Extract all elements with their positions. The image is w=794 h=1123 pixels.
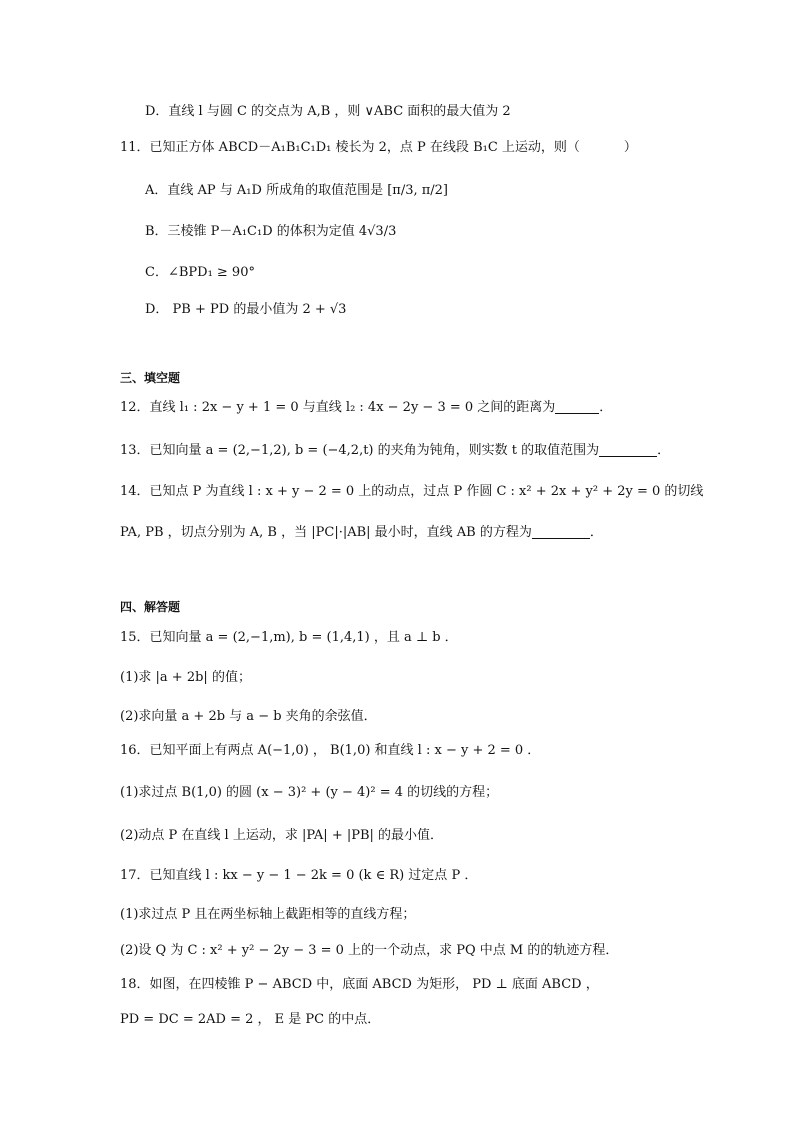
q11-option-c: C．∠BPD₁ ≥ 90° [145,265,255,280]
q14-line1: 14．已知点 P 为直线 l : x + y − 2 = 0 上的动点，过点 P 作圆 C : x² + 2x + y² + 2y = 0 的切线 [120,484,704,499]
q10-option-d: D．直线 l 与圆 C 的交点为 A,B ，则 ∨ABC 面积的最大值为 2 [145,104,511,119]
q14-line2-text: PA, PB ，切点分别为 A, B ，当 |PC|·|AB| 最小时，直线 AB 的方程为 [120,525,532,540]
q11-option-a: A．直线 AP 与 A₁D 所成角的取值范围是 [π/3, π/2] [145,183,449,198]
q14-end: ． [589,525,603,540]
q17: 17．已知直线 l : kx − y − 1 − 2k = 0 (k ∈ R) 过定点 P ． [120,868,478,883]
q11-option-d: D． PB + PD 的最小值为 2 + √3 [145,302,347,317]
q13-end: ． [657,443,671,458]
q12-blank [555,399,599,414]
q12-text: 12．直线 l₁ : 2x − y + 1 = 0 与直线 l₂ : 4x − 2y − 3 = 0 之间的距离为 [120,400,556,415]
q12-end: ． [599,400,613,415]
q15-part2: (2)求向量 a + 2b 与 a − b 夹角的余弦值． [120,709,377,724]
q13-blank [599,442,657,457]
q16: 16．已知平面上有两点 A(−1,0) ， B(1,0) 和直线 l : x − y + 2 = 0 ． [120,743,541,758]
q18-line1: 18．如图，在四棱锥 P − ABCD 中，底面 ABCD 为矩形， PD ⊥ 底面 ABCD ， [120,977,599,992]
q18-line2: PD = DC = 2AD = 2 ， E 是 PC 的中点． [120,1012,381,1027]
q17-part1: (1)求过点 P 且在两坐标轴上截距相等的直线方程； [120,907,416,922]
q11-option-b: B．三棱锥 P－A₁C₁D 的体积为定值 4√3/3 [145,224,397,239]
q13 [120,442,670,460]
q11-stem-text: 11．已知正方体 ABCD－A₁B₁C₁D₁ 棱长为 2，点 P 在线段 B₁C 上运动，则（ [120,140,580,155]
q14-blank [532,524,590,539]
section-title-fill-in: 三、填空题 [120,371,181,385]
q16-part2: (2)动点 P 在直线 l 上运动，求 |PA| + |PB| 的最小值． [120,828,444,843]
q13-text: 13．已知向量 a = (2,−1,2), b = (−4,2,t) 的夹角为钝角，则实数 t 的取值范围为 [120,443,600,458]
q17-part2: (2)设 Q 为 C : x² + y² − 2y − 3 = 0 上的一个动点，求 PQ 中点 M 的的轨迹方程． [120,943,619,958]
q14-line2 [120,524,603,542]
q12 [120,399,612,417]
q16-part1: (1)求过点 B(1,0) 的圆 (x − 3)² + (y − 4)² = 4 的切线的方程； [120,785,499,800]
section-title-solve: 四、解答题 [120,600,181,614]
q11-stem-end: ） [623,140,637,155]
q15-part1: (1)求 |a + 2b| 的值； [120,670,251,685]
q11-stem [120,139,637,157]
q15: 15．已知向量 a = (2,−1,m), b = (1,4,1) ，且 a ⊥ b ． [120,630,458,645]
